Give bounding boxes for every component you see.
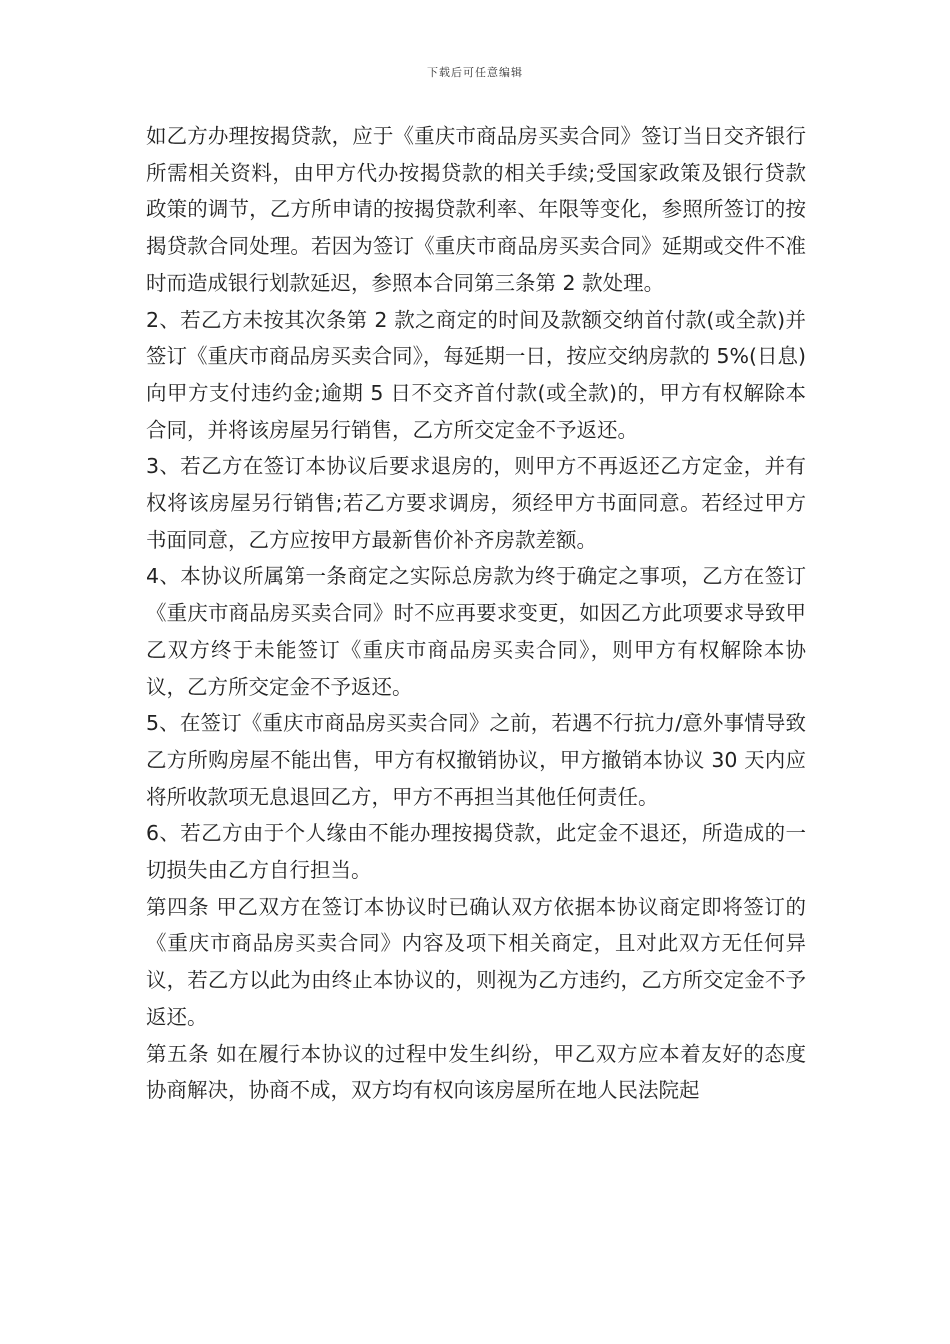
paragraph-clause-4: 4、本协议所属第一条商定之实际总房款为终于确定之事项，乙方在签订《重庆市商品房买卖合同》时不应再要求变更，如因乙方此项要求导致甲乙双方终于未能签订《重庆市商品房买卖合同》，则甲方有权解除本协议，乙方所交定金不予返还。: [146, 564, 806, 699]
paragraph-clause-3: 3、若乙方在签订本协议后要求退房的，则甲方不再返还乙方定金，并有权将该房屋另行销售;若乙方要求调房，须经甲方书面同意。若经过甲方书面同意，乙方应按甲方最新售价补齐房款差额。: [146, 454, 806, 552]
paragraph-loan: 如乙方办理按揭贷款，应于《重庆市商品房买卖合同》签订当日交齐银行所需相关资料，由甲方代办按揭贷款的相关手续;受国家政策及银行贷款政策的调节，乙方所申请的按揭贷款利率、年限等变化，参照所签订的按揭贷款合同处理。若因为签订《重庆市商品房买卖合同》延期或交件不准时而造成银行划款延迟，参照本合同第三条第 2 款处理。: [146, 124, 806, 295]
document-body: [146, 118, 806, 1109]
paragraph-clause-2: 2、若乙方未按其次条第 2 款之商定的时间及款额交纳首付款(或全款)并签订《重庆市商品房买卖合同》，每延期一日，按应交纳房款的 5%(日息)向甲方支付违约金;逾期 5 日不交齐首付款(或全款)的，甲方有权解除本合同，并将该房屋另行销售，乙方所交定金不予返还。: [146, 307, 806, 442]
page-header: 下载后可任意编辑: [427, 66, 523, 79]
paragraph-article-5: 第五条 如在履行本协议的过程中发生纠纷，甲乙双方应本着友好的态度协商解决，协商不成，双方均有权向该房屋所在地人民法院起: [146, 1041, 806, 1103]
paragraph-article-4: 第四条 甲乙双方在签订本协议时已确认双方依据本协议商定即将签订的《重庆市商品房买卖合同》内容及项下相关商定，且对此双方无任何异议，若乙方以此为由终止本协议的，则视为乙方违约，乙方所交定金不予返还。: [146, 894, 806, 1029]
paragraph-clause-5: 5、在签订《重庆市商品房买卖合同》之前，若遇不行抗力/意外事情导致乙方所购房屋不能出售，甲方有权撤销协议，甲方撤销本协议 30 天内应将所收款项无息退回乙方，甲方不再担当其他任何责任。: [146, 711, 806, 809]
paragraph-clause-6: 6、若乙方由于个人缘由不能办理按揭贷款，此定金不退还，所造成的一切损失由乙方自行担当。: [146, 821, 806, 883]
